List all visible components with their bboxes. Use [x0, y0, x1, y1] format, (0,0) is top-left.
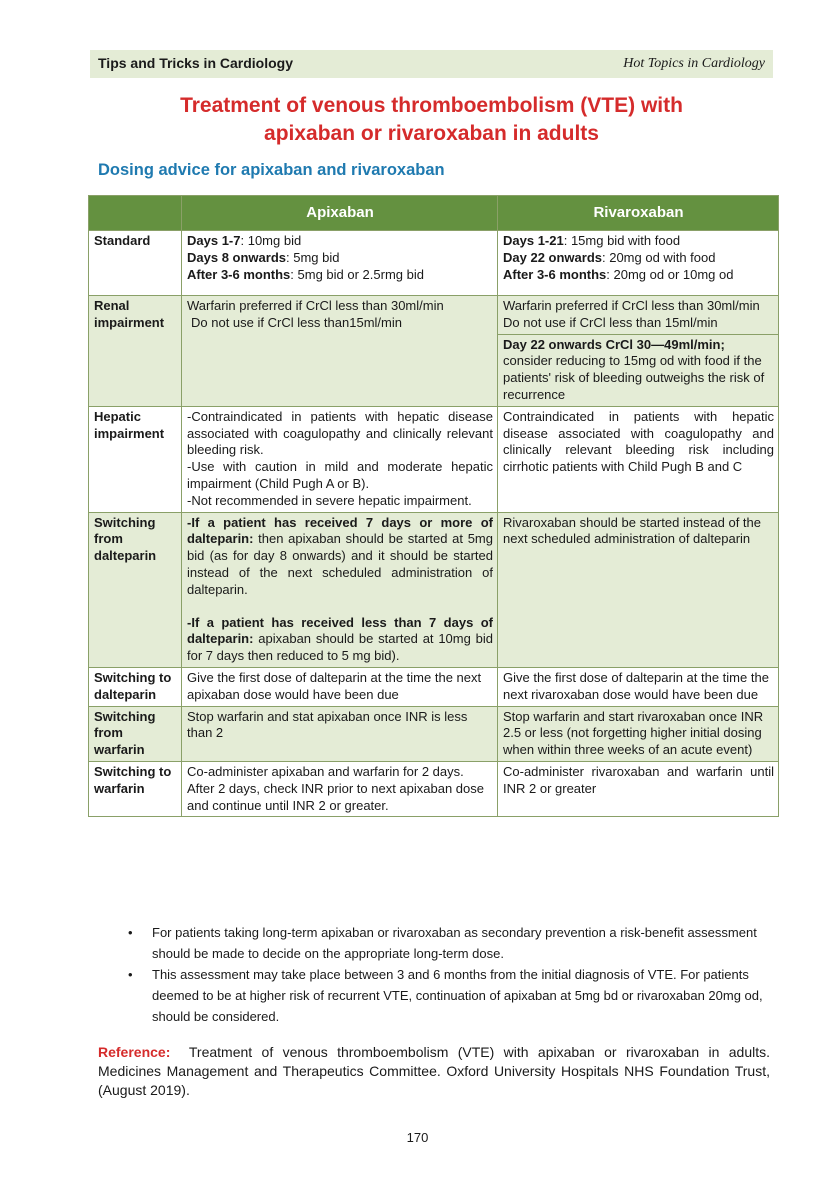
row-label: Standard: [89, 231, 182, 296]
bullet-icon: •: [128, 925, 133, 940]
dose-period: After 3-6 months: [503, 266, 607, 282]
cell-text-bold: Day 22 onwards CrCl 30—49ml/min;: [503, 336, 725, 352]
cell-text: -Contraindicated in patients with hepatic disease associated with coagulopathy and clinically relevant bleeding risk.: [187, 408, 493, 458]
cell-text: Do not use if CrCl less than15ml/min: [191, 314, 402, 330]
dosing-table: [88, 195, 779, 817]
dose-period: Days 1-21: [503, 233, 564, 248]
list-item: [128, 964, 768, 1027]
row-label: Switching from warfarin: [89, 706, 182, 761]
table-row-renal: [89, 296, 779, 335]
note-text: For patients taking long-term apixaban or rivaroxaban as secondary prevention a risk-benefit assessment should be made to decide on the appropriate long-term dose.: [152, 925, 757, 961]
notes-list: [128, 922, 768, 1027]
dose-value: : 15mg bid with food: [563, 233, 681, 248]
cell-text: Warfarin preferred if CrCl less than 30ml/min: [503, 298, 760, 313]
section-subtitle: Dosing advice for apixaban and rivaroxaban: [98, 161, 445, 179]
note-text: This assessment may take place between 3 and 6 months from the initial diagnosis of VTE. For patients deemed to be at higher risk of recurrent VTE, continuation of apixaban at 5mg bd or rivaroxaban 20mg od, should be considered.: [152, 967, 763, 1024]
apixaban-cell: Give the first dose of dalteparin at the time the next apixaban dose would have been due: [182, 667, 498, 706]
page-title: [90, 92, 773, 148]
page-title-line-1: Treatment of venous thromboembolism (VTE) with: [180, 94, 683, 117]
table-row-from-warfarin: [89, 706, 779, 761]
dose-period: Days 1-7: [187, 233, 241, 248]
column-header-apixaban: Apixaban: [182, 196, 498, 231]
dose-period: After 3-6 months: [187, 266, 291, 282]
apixaban-cell: Stop warfarin and stat apixaban once INR is less than 2: [182, 706, 498, 761]
table-row-to-dalteparin: [89, 667, 779, 706]
table-header-row: [89, 196, 779, 231]
dose-period: Days 8 onwards: [187, 249, 286, 265]
apixaban-cell: [182, 296, 498, 407]
rivaroxaban-cell: [498, 296, 779, 335]
dose-value: : 20mg od with food: [602, 249, 716, 265]
apixaban-cell: [182, 231, 498, 296]
corner-cell: [89, 196, 182, 231]
reference-text: Treatment of venous thromboembolism (VTE) with apixaban or rivaroxaban in adults. Medicines Management and Therapeutics Committee. Oxford University Hospitals NHS Foundation Trust, (August 2019).: [98, 1044, 770, 1098]
table-row-from-dalteparin: [89, 512, 779, 667]
section-title: Hot Topics in Cardiology: [623, 56, 765, 71]
row-label: Switching to dalteparin: [89, 667, 182, 706]
cell-text: After 2 days, check INR prior to next apixaban dose and continue until INR 2 or greater.: [187, 780, 484, 813]
row-label: Hepatic impairment: [89, 406, 182, 512]
rivaroxaban-cell: Stop warfarin and start rivaroxaban once INR 2.5 or less (not forgetting higher initial dosing when within three weeks of an acute event): [498, 706, 779, 761]
reference-colon: :: [165, 1044, 171, 1060]
apixaban-cell: [182, 761, 498, 816]
table-row-to-warfarin: [89, 761, 779, 816]
dose-value: : 20mg od or 10mg od: [606, 266, 734, 282]
cell-text: consider reducing to 15mg od with food if the patients' risk of bleeding outweighs the risk of recurrence: [503, 353, 765, 402]
apixaban-cell: [182, 512, 498, 667]
row-label: Renal impairment: [89, 296, 182, 407]
dose-period: Day 22 onwards: [503, 249, 602, 265]
rivaroxaban-cell: [498, 231, 779, 296]
table-row-hepatic: [89, 406, 779, 512]
rivaroxaban-cell: Co-administer rivaroxaban and warfarin until INR 2 or greater: [498, 761, 779, 816]
cell-text: then apixaban should be started at 5mg bid (as for day 8 onwards) and it should be started instead of the next scheduled administration of dalteparin.: [187, 531, 493, 597]
apixaban-cell: [182, 406, 498, 512]
cell-text: -Use with caution in mild and moderate hepatic impairment (Child Pugh A or B).: [187, 459, 493, 491]
cell-text: apixaban should be started at 10mg bid for 7 days then reduced to 5 mg bid).: [187, 631, 493, 664]
list-item: [128, 922, 768, 964]
cell-text-bold: -If a patient has received 7 days or more of dalteparin:: [187, 514, 493, 547]
rivaroxaban-cell: Rivaroxaban should be started instead of the next scheduled administration of dalteparin: [498, 512, 779, 667]
dose-value: : 5mg bid: [286, 249, 340, 265]
row-label: Switching to warfarin: [89, 761, 182, 816]
reference-label: Reference: [98, 1044, 166, 1060]
reference: [98, 1043, 770, 1100]
cell-text: -Not recommended in severe hepatic impairment.: [187, 492, 472, 508]
book-title: Tips and Tricks in Cardiology: [98, 55, 294, 71]
column-header-rivaroxaban: Rivaroxaban: [498, 196, 779, 231]
row-label: Switching from dalteparin: [89, 512, 182, 667]
cell-text: Co-administer apixaban and warfarin for 2 days.: [187, 763, 464, 779]
bullet-icon: •: [128, 967, 133, 982]
dose-value: : 5mg bid or 2.5rmg bid: [290, 266, 424, 282]
dose-value: : 10mg bid: [240, 233, 302, 248]
rivaroxaban-cell: [498, 334, 779, 406]
cell-text: Warfarin preferred if CrCl less than 30ml/min: [187, 298, 444, 313]
rivaroxaban-cell: Give the first dose of dalteparin at the time the next rivaroxaban dose would have been due: [498, 667, 779, 706]
page-number: 170: [406, 1130, 429, 1145]
cell-text-bold: -If a patient has received less than 7 days of dalteparin:: [187, 614, 493, 647]
cell-text: Do not use if CrCl less than 15ml/min: [503, 314, 718, 330]
table-row-standard: [89, 231, 779, 296]
page-title-line-2: apixaban or rivaroxaban in adults: [264, 122, 599, 145]
rivaroxaban-cell: Contraindicated in patients with hepatic disease associated with coagulopathy and clinically relevant bleeding risk including cirrhotic patients with Child Pugh B and C: [498, 406, 779, 512]
running-header: [90, 50, 773, 78]
